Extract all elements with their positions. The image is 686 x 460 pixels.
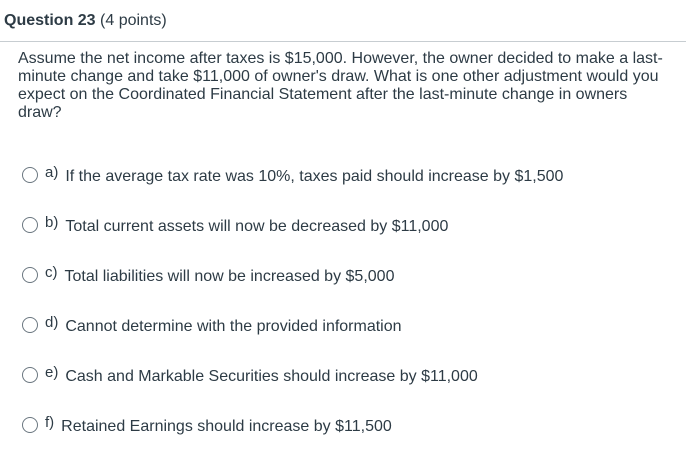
answer-letter-d: d): [45, 313, 59, 331]
answer-text-d: Cannot determine with the provided information: [65, 318, 402, 335]
answer-text-c: Total liabilities will now be increased by $5,000: [64, 268, 395, 285]
answer-option-e[interactable]: [22, 363, 478, 387]
answer-text-e: Cash and Markable Securities should increase by $11,000: [65, 368, 478, 385]
question-number: Question 23: [4, 12, 96, 29]
question-points: (4 points): [100, 12, 167, 29]
question-text: Assume the net income after taxes is $15,000. However, the owner decided to make a last-minute change and take $11,000 of owner's draw. What is one other adjustment would you expect on the Coordinated Financial Statement after the last-minute change in owners draw?: [18, 50, 663, 121]
answer-text-f: Retained Earnings should increase by $11,500: [61, 418, 392, 435]
answer-option-b[interactable]: [22, 213, 448, 237]
radio-button-c[interactable]: [22, 267, 38, 283]
answer-option-f[interactable]: [22, 413, 392, 437]
answer-letter-c: c): [45, 263, 58, 281]
radio-button-d[interactable]: [22, 317, 38, 333]
radio-button-e[interactable]: [22, 367, 38, 383]
answer-option-a[interactable]: [22, 163, 563, 187]
radio-button-a[interactable]: [22, 167, 38, 183]
answer-option-c[interactable]: [22, 263, 394, 287]
answer-text-b: Total current assets will now be decreased by $11,000: [65, 218, 449, 235]
answer-text-a: If the average tax rate was 10%, taxes paid should increase by $1,500: [65, 168, 564, 185]
radio-button-f[interactable]: [22, 417, 38, 433]
radio-button-b[interactable]: [22, 217, 38, 233]
answer-option-d[interactable]: [22, 313, 402, 337]
answer-letter-e: e): [45, 363, 59, 381]
answer-letter-a: a): [45, 163, 59, 181]
answer-letter-b: b): [45, 213, 59, 231]
answer-letter-f: f): [45, 413, 55, 431]
